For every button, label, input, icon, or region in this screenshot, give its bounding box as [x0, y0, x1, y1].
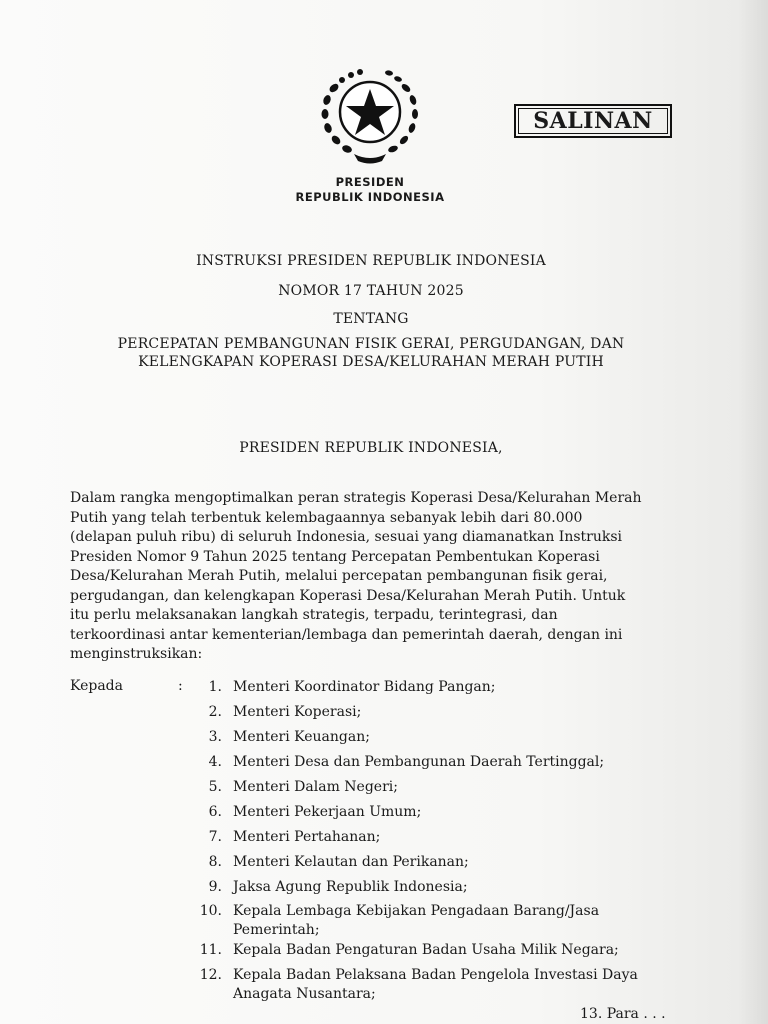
- about-label: TENTANG: [333, 311, 409, 327]
- item-number: 7.: [208, 829, 222, 845]
- continuation-marker: 13. Para . . .: [580, 1006, 666, 1022]
- item-text: Menteri Pertahanan;: [233, 829, 381, 845]
- subject-line-2: KELENGKAPAN KOPERASI DESA/KELURAHAN MERAH PUTIH: [138, 354, 604, 370]
- item-text: Menteri Dalam Negeri;: [233, 779, 398, 795]
- item-number: 6.: [208, 804, 222, 820]
- item-text: Menteri Koordinator Bidang Pangan;: [233, 679, 496, 695]
- addressees-colon: :: [178, 678, 183, 694]
- item-text: Menteri Keuangan;: [233, 729, 370, 745]
- item-number: 4.: [208, 754, 222, 770]
- page-edge-shadow: [738, 0, 768, 1024]
- instruction-title: INSTRUKSI PRESIDEN REPUBLIK INDONESIA: [196, 253, 546, 269]
- item-text: Kepala Badan Pelaksana Badan Pengelola Investasi Daya Anagata Nusantara;: [233, 967, 638, 1002]
- salinan-stamp: SALINAN: [514, 104, 672, 138]
- item-number: 9.: [208, 879, 222, 895]
- item-number: 10.: [199, 903, 222, 919]
- item-text: Menteri Desa dan Pembangunan Daerah Tertinggal;: [233, 754, 605, 770]
- office-heading: [250, 175, 490, 205]
- item-text: Kepala Badan Pengaturan Badan Usaha Milik Negara;: [233, 942, 619, 958]
- item-text: Jaksa Agung Republik Indonesia;: [233, 879, 468, 895]
- presidential-seal-icon: [316, 62, 424, 166]
- item-number: 5.: [208, 779, 222, 795]
- item-number: 3.: [208, 729, 222, 745]
- subject-line-1: PERCEPATAN PEMBANGUNAN FISIK GERAI, PERGUDANGAN, DAN: [117, 336, 625, 352]
- issuer-heading: PRESIDEN REPUBLIK INDONESIA,: [239, 440, 503, 456]
- addressees-label: Kepada: [70, 678, 123, 694]
- instruction-number: NOMOR 17 TAHUN 2025: [278, 283, 464, 299]
- item-text: Menteri Pekerjaan Umum;: [233, 804, 422, 820]
- item-number: 8.: [208, 854, 222, 870]
- item-text: Menteri Kelautan dan Perikanan;: [233, 854, 469, 870]
- item-number: 1.: [208, 679, 222, 695]
- office-line-republic: REPUBLIK INDONESIA: [295, 190, 445, 204]
- preamble-paragraph: Dalam rangka mengoptimalkan peran strategis Koperasi Desa/Kelurahan Merah Putih yang telah terbentuk kelembagaannya sebanyak lebih dari 80.000 (delapan puluh ribu) di seluruh Indonesia, sesuai yang diamanatkan Instruksi Presiden Nomor 9 Tahun 2025 tentang Percepatan Pembentukan Koperasi Desa/Kelurahan Merah Putih, melalui percepatan pembangunan fisik gerai, pergudangan, dan kelengkapan Koperasi Desa/Kelurahan Merah Putih. Untuk itu perlu melaksanakan langkah strategis, terpadu, terintegrasi, dan terkoordinasi antar kementerian/lembaga dan pemerintah daerah, dengan ini menginstruksikan:: [70, 490, 642, 662]
- item-number: 12.: [199, 967, 222, 983]
- item-number: 2.: [208, 704, 222, 720]
- item-text: Menteri Koperasi;: [233, 704, 362, 720]
- office-line-president: PRESIDEN: [335, 175, 405, 189]
- item-number: 11.: [199, 942, 222, 958]
- item-text: Kepala Lembaga Kebijakan Pengadaan Barang/Jasa Pemerintah;: [233, 903, 600, 938]
